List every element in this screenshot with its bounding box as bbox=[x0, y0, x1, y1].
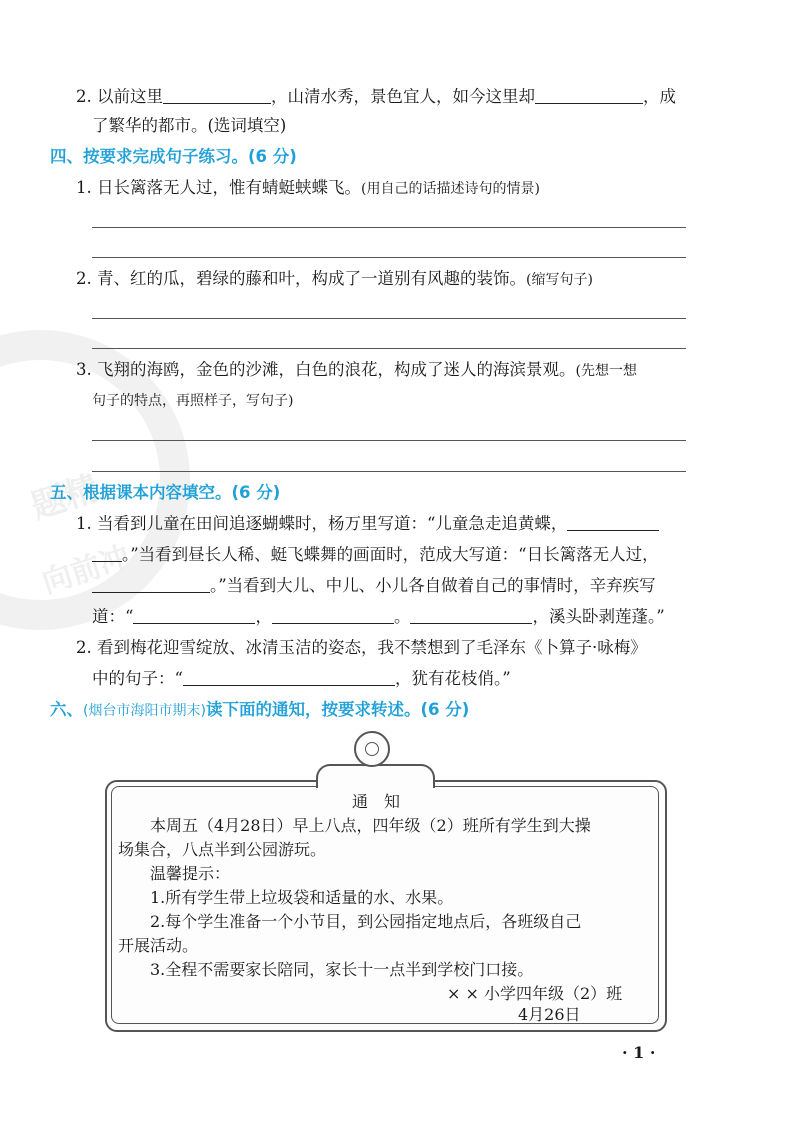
s4-question-2: 2. 青、红的瓜，碧绿的藤和叶，构成了一道别有风趣的装饰。(缩写句子) bbox=[76, 269, 593, 288]
watermark-text: 向前冲 bbox=[37, 539, 135, 601]
notice-date: 4月26日 bbox=[518, 1005, 581, 1024]
answer-blank[interactable] bbox=[92, 576, 210, 593]
answer-blank[interactable] bbox=[272, 607, 394, 624]
answer-line[interactable] bbox=[92, 318, 686, 319]
answer-blank[interactable] bbox=[183, 669, 395, 686]
s5-question-2-line-1: 2. 看到梅花迎雪绽放、冰清玉洁的姿态，我不禁想到了毛泽东《卜算子·咏梅》 bbox=[76, 638, 647, 657]
answer-blank[interactable] bbox=[133, 607, 255, 624]
notice-tip-item: 1.所有学生带上垃圾袋和适量的水、水果。 bbox=[150, 888, 454, 907]
s4-question-1: 1. 日长篱落无人过，惟有蜻蜓蛱蝶飞。(用自己的话描述诗句的情景) bbox=[76, 178, 540, 197]
s4-question-3: 3. 飞翔的海鸥，金色的沙滩，白色的浪花，构成了迷人的海滨景观。(先想一想 bbox=[76, 360, 637, 379]
answer-line[interactable] bbox=[92, 348, 686, 349]
answer-blank[interactable] bbox=[535, 87, 643, 104]
answer-blank[interactable] bbox=[410, 607, 532, 624]
question-2-line-1: 2. 以前这里 ，山清水秀，景色宜人，如今这里却 ，成 bbox=[76, 87, 676, 106]
section-4-title: 四、按要求完成句子练习。(6 分) bbox=[50, 147, 297, 166]
answer-blank[interactable] bbox=[163, 87, 271, 104]
answer-line[interactable] bbox=[92, 471, 686, 472]
notice-title: 通 知 bbox=[352, 792, 401, 811]
question-2-line-2: 了繁华的都市。(选词填空) bbox=[92, 116, 287, 135]
answer-blank[interactable] bbox=[92, 545, 122, 562]
s5-question-1-line-1: 1. 当看到儿童在田间追逐蝴蝶时，杨万里写道：“儿童急走追黄蝶， bbox=[76, 513, 659, 535]
notice-tip-item: 3.全程不需要家长陪同，家长十一点半到学校门口接。 bbox=[150, 960, 534, 979]
answer-blank[interactable] bbox=[567, 514, 659, 531]
notice-signature: × × 小学四年级（2）班 bbox=[447, 984, 623, 1003]
hanging-ring-inner bbox=[365, 742, 379, 756]
notice-tip-heading: 温馨提示： bbox=[150, 864, 231, 883]
answer-line[interactable] bbox=[92, 440, 686, 441]
s5-question-1-line-3: 。”当看到大儿、中儿、小儿各自做着自己的事情时，辛弃疾写 bbox=[92, 575, 656, 597]
answer-line[interactable] bbox=[92, 257, 686, 258]
s5-question-2-line-2: 中的句子：“ ，犹有花枝俏。” bbox=[92, 669, 511, 688]
s5-question-1-line-2: 。”当看到昼长人稀、蜓飞蝶舞的画面时，范成大写道：“日长篱落无人过， bbox=[92, 544, 659, 566]
answer-line[interactable] bbox=[92, 227, 686, 228]
watermark-text: 题精 bbox=[26, 468, 104, 528]
notice-paragraph: 场集合，八点半到公园游玩。 bbox=[118, 840, 327, 859]
s4-question-3-note: 句子的特点，再照样子，写句子) bbox=[92, 393, 294, 409]
section-5-title: 五、根据课本内容填空。(6 分) bbox=[50, 483, 281, 502]
notice-tip-item: 开展活动。 bbox=[118, 936, 199, 955]
s5-question-1-line-4: 道：“ ， 。 ，溪头卧剥莲蓬。” bbox=[92, 607, 665, 626]
section-6-title: 六、(烟台市海阳市期末)读下面的通知，按要求转述。(6 分) bbox=[50, 700, 470, 719]
notice-tip-item: 2.每个学生准备一个小节目，到公园指定地点后，各班级自己 bbox=[150, 912, 582, 931]
notice-paragraph: 本周五（4月28日）早上八点，四年级（2）班所有学生到大操 bbox=[150, 816, 591, 835]
page-number: · 1 · bbox=[622, 1043, 656, 1062]
